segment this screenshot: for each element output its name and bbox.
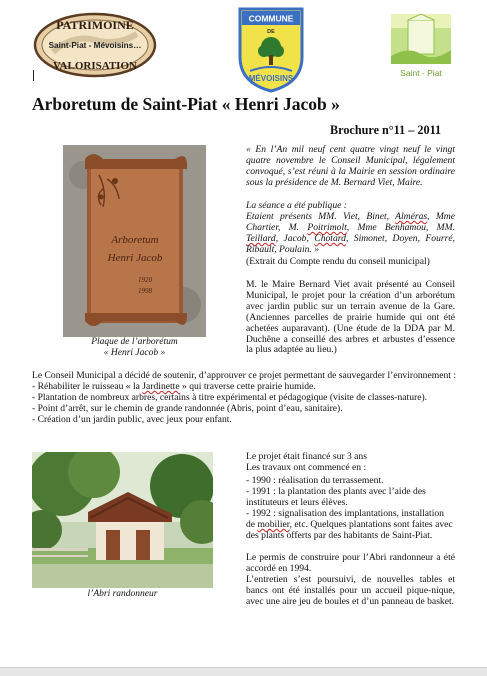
logo-saint-piat-text: Saint - Piat [400, 68, 442, 78]
mobilier-word: mobilier [257, 518, 290, 530]
council-decision: Le Conseil Municipal a décidé de soutenir, d’approuver ce projet permettant de sauvegarder l’environnement : [32, 370, 456, 381]
page-title: Arboretum de Saint-Piat « Henri Jacob » [32, 94, 340, 114]
attendees-part: , Mme Benhamou, MM. [346, 221, 455, 233]
maintenance-note: L’entretien s’est poursuivi, de nouvelles tables et bancs ont été installés pour un accueil pique-nique, avec une aire jeu de boules et d’un panneau de basket. [246, 574, 455, 607]
building-permit: Le permis de construire pour l’Abri randonneur a été accordé en 1994. [246, 552, 455, 574]
works-intro: Les travaux ont commencé en : [246, 462, 367, 473]
attendee-almeras: Alméras [395, 211, 428, 222]
attendee-poitrimolt: Poitrimolt [307, 221, 347, 233]
arboretum-plaque-photo [63, 145, 206, 337]
patrimoine-valorisation-logo [33, 12, 157, 78]
works-1992-part: - 1992 : signalisation des implantations, installation de [246, 508, 444, 530]
logo-patrimoine-text: PATRIMOINE [56, 18, 134, 32]
logo-mevoisins-text: MÉVOISINS [248, 74, 294, 83]
council-extract-source: (Extrait du Compte rendu du conseil municipal) [246, 256, 430, 267]
works-1992 [246, 509, 455, 542]
council-decision-block [32, 371, 457, 426]
attendees-list [246, 212, 455, 256]
plaque-engraving-birth: 1920 [138, 276, 152, 284]
commune-mevoisins-shield-logo [236, 5, 306, 93]
objective-part: - Réhabiliter le ruisseau « la [32, 380, 143, 392]
text-cursor [33, 70, 34, 81]
jardinette-word: Jardinette [142, 380, 180, 392]
plaque-engraving-name: Henri Jacob [107, 252, 163, 264]
objective-part: » qui traverse cette prairie humide. [179, 380, 316, 392]
logo-valorisation-text: VALORISATION [53, 60, 137, 72]
abri-randonneur-photo [32, 452, 213, 588]
seance-publique: La séance a été publique : [246, 200, 347, 211]
abri-caption: l’Abri randonneur [87, 589, 158, 599]
saint-piat-logo [388, 12, 454, 82]
brochure-number: Brochure n°11 – 2011 [330, 123, 442, 137]
works-1992-part: , etc. Quelques plantations sont faites avec des plants offerts par des habitants de Saint-Piat. [246, 518, 453, 541]
works-1991: - 1991 : la plantation des plants avec l’aide des instituteurs et leurs élèves. [246, 486, 426, 508]
plaque-caption-line2: « Henri Jacob » [103, 348, 166, 358]
objective-point-arret: - Point d’arrêt, sur le chemin de grande randonnée (Abris, point d’eau, sanitaire). [32, 402, 343, 414]
works-1990: - 1990 : réalisation du terrassement. [246, 475, 384, 486]
attendees-part: , Mme Chartier, M. [246, 211, 455, 233]
attendee-chotard: Chotard [314, 232, 346, 244]
plaque-caption [63, 337, 206, 359]
council-quote: « En l’An mil neuf cent quatre vingt neuf le vingt quatre novembre le Conseil Municipal, légalement convoqué, s’est réuni à la Mairie en session ordinaire sous la présidence de M. Bernard Viet, Maire. [246, 144, 455, 188]
plaque-engraving-arboretum: Arboretum [111, 234, 159, 246]
objective-plantation: - Plantation de nombreux arbres, certains à titre expérimental et pédagogique (visite de classes-nature). [32, 391, 428, 403]
logo-commune-text: COMMUNE [248, 13, 294, 24]
plaque-engraving-death: 1998 [138, 287, 152, 295]
attendees-part: Etaient présents MM. Viet, Binet, [246, 211, 396, 222]
logo-de-text: DE [267, 29, 275, 35]
logo-patrimoine-subtext: Saint-Piat - Mévoisins… [48, 41, 142, 50]
objective-jardin-public: - Création d’un jardin public, avec jeux pour enfant. [32, 413, 232, 425]
project-description: M. le Maire Bernard Viet avait présenté au Conseil Municipal, le projet pour la création d’un arborétum avec jardin public sur un terrain avenue de la Gare. (Anciennes parcelles de prairie humide qui ont été achetées auparavant). (Une étude de la DDA par M. Duchêne a conseillé des arbres et arbustes d’essence la plus adaptée au lieu.) [246, 279, 455, 356]
plaque-caption-line1: Plaque de l’arborétum [91, 337, 178, 347]
attendee-teillard: Teillard [246, 232, 276, 244]
attendees-part: , Jacob, [275, 232, 315, 244]
financing-note: Le projet était financé sur 3 ans [246, 451, 367, 462]
attendees-part: , Simonet, Doyen, Fourré, Ribault, Poulain. » [246, 232, 455, 255]
